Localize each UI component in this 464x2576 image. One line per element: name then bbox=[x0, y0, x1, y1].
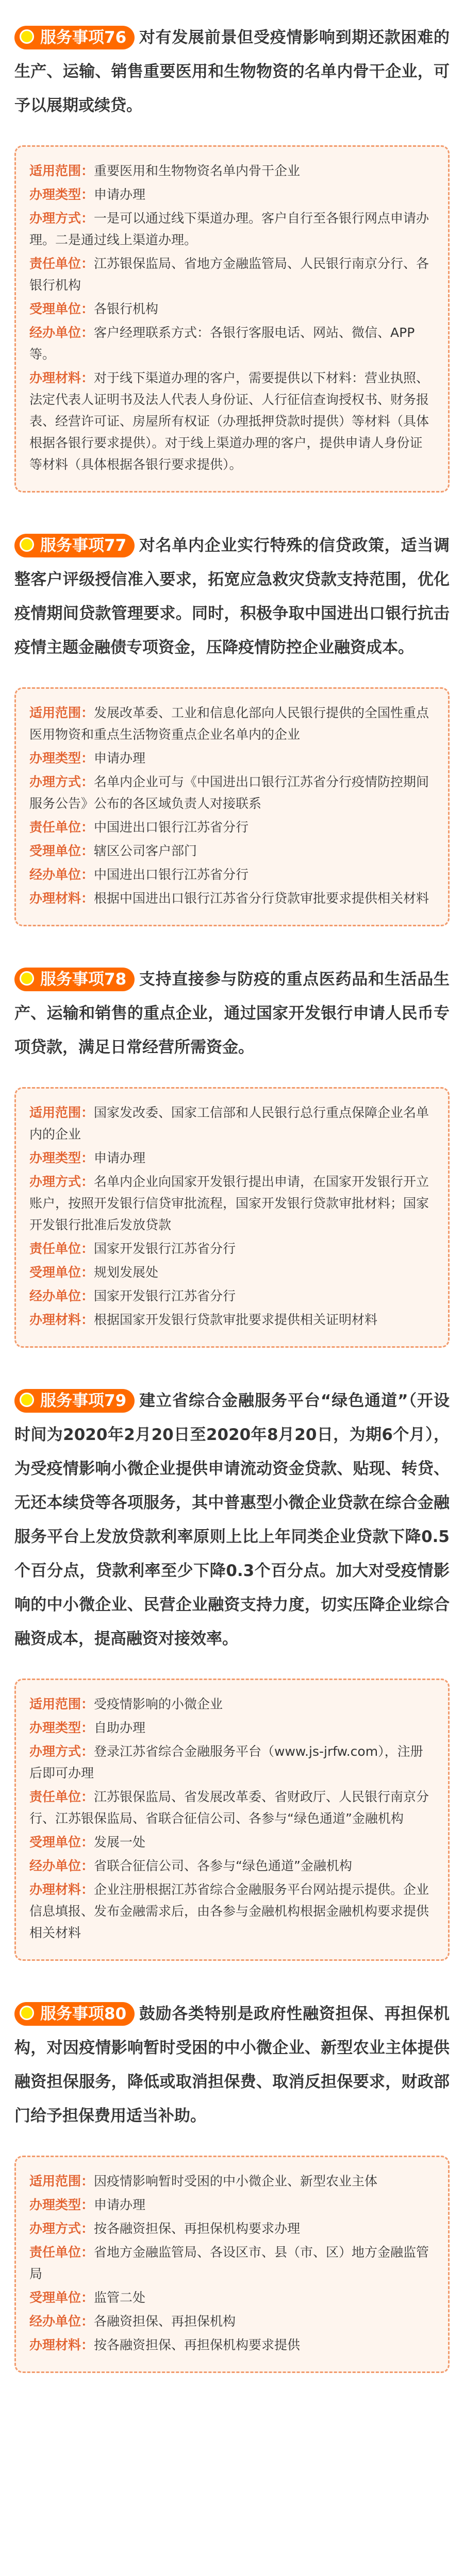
detail-row bbox=[29, 2218, 435, 2240]
detail-card bbox=[14, 145, 450, 493]
row-label: 办理方式： bbox=[29, 774, 94, 789]
row-label: 办理方式： bbox=[29, 211, 94, 226]
row-label: 受理单位： bbox=[29, 843, 94, 858]
row-value: 省地方金融监管局、各设区市、县（市、区）地方金融监管局 bbox=[29, 2245, 429, 2281]
item-badge bbox=[14, 968, 135, 991]
row-label: 经办单位： bbox=[29, 1858, 94, 1873]
yellow-dot-icon bbox=[20, 971, 34, 986]
detail-row bbox=[29, 184, 435, 206]
detail-row bbox=[29, 1786, 435, 1829]
detail-row bbox=[29, 1147, 435, 1169]
row-value: 客户经理联系方式：各银行客服电话、网站、微信、APP等。 bbox=[29, 325, 415, 362]
row-label: 适用范围： bbox=[29, 163, 94, 178]
row-label: 适用范围： bbox=[29, 1697, 94, 1711]
service-item-77 bbox=[0, 529, 464, 926]
detail-row bbox=[29, 840, 435, 862]
row-value: 申请办理 bbox=[94, 187, 146, 202]
row-value: 申请办理 bbox=[94, 1150, 146, 1165]
service-item-76 bbox=[0, 21, 464, 493]
detail-row bbox=[29, 2171, 435, 2192]
row-label: 责任单位： bbox=[29, 1241, 94, 1256]
row-label: 办理类型： bbox=[29, 187, 94, 202]
row-label: 经办单位： bbox=[29, 1289, 94, 1303]
detail-row bbox=[29, 1309, 435, 1331]
detail-row bbox=[29, 864, 435, 886]
detail-row bbox=[29, 1285, 435, 1307]
detail-row bbox=[29, 888, 435, 909]
row-label: 受理单位： bbox=[29, 1265, 94, 1280]
row-value: 国家开发银行江苏省分行 bbox=[94, 1241, 236, 1256]
row-label: 适用范围： bbox=[29, 2174, 94, 2189]
detail-row bbox=[29, 2194, 435, 2216]
badge-label: 服务事项79 bbox=[40, 1392, 127, 1410]
row-label: 办理材料： bbox=[29, 891, 94, 906]
row-value: 企业注册根据江苏省综合金融服务平台网站提示提供。企业信息填报、发布金融需求后，由各参与金融机构根据金融机构要求提供相关材料 bbox=[29, 1882, 429, 1940]
row-value: 名单内企业向国家开发银行提出申请，在国家开发银行开立账户，按照开发银行信贷审批流程，国家开发银行贷款审批材料；国家开发银行批准后发放贷款 bbox=[29, 1174, 429, 1232]
row-value: 国家发改委、国家工信部和人民银行总行重点保障企业名单内的企业 bbox=[29, 1105, 429, 1142]
detail-row bbox=[29, 1262, 435, 1283]
row-value: 监管二处 bbox=[94, 2290, 146, 2305]
row-value: 因疫情影响暂时受困的中小微企业、新型农业主体 bbox=[94, 2174, 378, 2189]
row-label: 责任单位： bbox=[29, 820, 94, 835]
row-value: 国家开发银行江苏省分行 bbox=[94, 1289, 236, 1303]
row-value: 受疫情影响的小微企业 bbox=[94, 1697, 223, 1711]
row-label: 办理方式： bbox=[29, 1744, 94, 1759]
detail-row bbox=[29, 1855, 435, 1877]
row-label: 办理类型： bbox=[29, 751, 94, 766]
row-value: 一是可以通过线下渠道办理。客户自行至各银行网点申请办理。二是通过线上渠道办理。 bbox=[29, 211, 429, 247]
item-heading bbox=[14, 962, 450, 1064]
yellow-dot-icon bbox=[20, 537, 34, 552]
item-heading bbox=[14, 1384, 450, 1656]
detail-row bbox=[29, 1693, 435, 1715]
row-label: 经办单位： bbox=[29, 325, 94, 340]
detail-row bbox=[29, 298, 435, 320]
item-badge bbox=[14, 534, 135, 557]
service-item-78 bbox=[0, 962, 464, 1348]
badge-label: 服务事项77 bbox=[40, 536, 127, 555]
row-label: 办理材料： bbox=[29, 2337, 94, 2352]
row-value: 登录江苏省综合金融服务平台（www.js-jrfw.com），注册后即可办理 bbox=[29, 1744, 423, 1781]
row-value: 省联合征信公司、各参与“绿色通道”金融机构 bbox=[94, 1858, 352, 1873]
detail-row bbox=[29, 1832, 435, 1853]
detail-card bbox=[14, 2156, 450, 2373]
detail-row bbox=[29, 1171, 435, 1236]
row-value: 江苏银保监局、省地方金融监管局、人民银行南京分行、各银行机构 bbox=[29, 256, 429, 293]
row-label: 经办单位： bbox=[29, 2314, 94, 2329]
row-label: 办理材料： bbox=[29, 370, 94, 385]
row-label: 办理类型： bbox=[29, 2197, 94, 2212]
row-value: 辖区公司客户部门 bbox=[94, 843, 197, 858]
row-label: 受理单位： bbox=[29, 1835, 94, 1850]
detail-row bbox=[29, 208, 435, 251]
item-badge bbox=[14, 2002, 135, 2026]
detail-row bbox=[29, 322, 435, 365]
detail-row bbox=[29, 2287, 435, 2309]
row-label: 办理类型： bbox=[29, 1720, 94, 1735]
row-value: 按各融资担保、再担保机构要求提供 bbox=[94, 2337, 301, 2352]
row-label: 办理方式： bbox=[29, 2221, 94, 2236]
heading-text: 对名单内企业实行特殊的信贷政策，适当调整客户评级授信准入要求，拓宽应急救灾贷款支持范围，优化疫情期间贷款管理要求。同时，积极争取中国进出口银行抗击疫情主题金融债专项资金，压降疫情防控企业融资成本。 bbox=[14, 536, 450, 657]
service-item-80 bbox=[0, 1997, 464, 2373]
heading-text: 支持直接参与防疫的重点医药品和生活品生产、运输和销售的重点企业，通过国家开发银行申请人民币专项贷款，满足日常经营所需资金。 bbox=[14, 970, 450, 1057]
row-label: 责任单位： bbox=[29, 1789, 94, 1804]
row-value: 各融资担保、再担保机构 bbox=[94, 2314, 236, 2329]
heading-text: 鼓励各类特别是政府性融资担保、再担保机构，对因疫情影响暂时受困的中小微企业、新型农业主体提供融资担保服务，降低或取消担保费、取消反担保要求，财政部门给予担保费用适当补助。 bbox=[14, 2005, 450, 2125]
badge-label: 服务事项76 bbox=[40, 28, 127, 47]
detail-row bbox=[29, 771, 435, 815]
row-value: 发展改革委、工业和信息化部向人民银行提供的全国性重点医用物资和重点生活物资重点企业名单内的企业 bbox=[29, 705, 429, 742]
detail-row bbox=[29, 1102, 435, 1145]
detail-row bbox=[29, 2334, 435, 2356]
row-value: 名单内企业可与《中国进出口银行江苏省分行疫情防控期间服务公告》公布的各区域负责人对接联系 bbox=[29, 774, 429, 811]
badge-label: 服务事项80 bbox=[40, 2005, 127, 2023]
yellow-dot-icon bbox=[20, 29, 34, 44]
row-label: 责任单位： bbox=[29, 2245, 94, 2260]
row-value: 发展一处 bbox=[94, 1835, 146, 1850]
row-value: 重要医用和生物物资名单内骨干企业 bbox=[94, 163, 301, 178]
detail-row bbox=[29, 702, 435, 745]
heading-text: 对有发展前景但受疫情影响到期还款困难的生产、运输、销售重要医用和生物物资的名单内骨干企业，可予以展期或续贷。 bbox=[14, 28, 450, 115]
heading-text: 建立省综合金融服务平台“绿色通道”（开设时间为2020年2月20日至2020年8月20日，为期6个月），为受疫情影响小微企业提供申请流动资金贷款、贴现、转贷、无还本续贷等各项服务，其中普惠型小微企业贷款在综合金融服务平台上发放贷款利率原则上比上年同类企业贷款下降0.5个百分点，贷款利率至少下降0.3个百分点。加大对受疫情影响的中小微企业、民营企业融资支持力度，切实压降企业综合融资成本，提高融资对接效率。 bbox=[14, 1392, 450, 1648]
item-heading bbox=[14, 1997, 450, 2133]
detail-row bbox=[29, 2311, 435, 2332]
row-label: 受理单位： bbox=[29, 301, 94, 316]
item-badge bbox=[14, 26, 135, 49]
detail-row bbox=[29, 748, 435, 769]
row-label: 经办单位： bbox=[29, 867, 94, 882]
detail-card bbox=[14, 1087, 450, 1348]
row-value: 江苏银保监局、省发展改革委、省财政厅、人民银行南京分行、江苏银保监局、省联合征信公司、各参与“绿色通道”金融机构 bbox=[29, 1789, 429, 1826]
detail-row bbox=[29, 367, 435, 476]
row-value: 各银行机构 bbox=[94, 301, 159, 316]
row-value: 自助办理 bbox=[94, 1720, 146, 1735]
detail-row bbox=[29, 1741, 435, 1784]
row-label: 受理单位： bbox=[29, 2290, 94, 2305]
detail-row bbox=[29, 2242, 435, 2285]
detail-row bbox=[29, 1238, 435, 1260]
yellow-dot-icon bbox=[20, 2006, 34, 2020]
row-label: 适用范围： bbox=[29, 1105, 94, 1120]
row-label: 办理方式： bbox=[29, 1174, 94, 1189]
detail-row bbox=[29, 1879, 435, 1944]
detail-row bbox=[29, 253, 435, 296]
detail-row bbox=[29, 160, 435, 182]
row-label: 办理类型： bbox=[29, 1150, 94, 1165]
detail-row bbox=[29, 817, 435, 838]
item-heading bbox=[14, 529, 450, 665]
row-value: 申请办理 bbox=[94, 2197, 146, 2212]
row-value: 中国进出口银行江苏省分行 bbox=[94, 820, 249, 835]
detail-row bbox=[29, 1717, 435, 1739]
row-value: 根据中国进出口银行江苏省分行贷款审批要求提供相关材料 bbox=[94, 891, 429, 906]
row-label: 办理材料： bbox=[29, 1312, 94, 1327]
yellow-dot-icon bbox=[20, 1393, 34, 1407]
row-label: 责任单位： bbox=[29, 256, 94, 271]
row-label: 办理材料： bbox=[29, 1882, 94, 1897]
row-value: 对于线下渠道办理的客户，需要提供以下材料：营业执照、法定代表人证明书及法人代表人身份证、人行征信查询授权书、财务报表、经营许可证、房屋所有权证（办理抵押贷款时提供）等材料（具体根据各银行要求提供）。对于线上渠道办理的客户，提供申请人身份证等材料（具体根据各银行要求提供）。 bbox=[29, 370, 429, 472]
service-item-79 bbox=[0, 1384, 464, 1961]
detail-card bbox=[14, 687, 450, 926]
item-heading bbox=[14, 21, 450, 123]
row-value: 申请办理 bbox=[94, 751, 146, 766]
row-value: 规划发展处 bbox=[94, 1265, 159, 1280]
row-value: 根据国家开发银行贷款审批要求提供相关证明材料 bbox=[94, 1312, 378, 1327]
row-value: 按各融资担保、再担保机构要求办理 bbox=[94, 2221, 301, 2236]
badge-label: 服务事项78 bbox=[40, 970, 127, 989]
detail-card bbox=[14, 1679, 450, 1961]
row-label: 适用范围： bbox=[29, 705, 94, 720]
row-value: 中国进出口银行江苏省分行 bbox=[94, 867, 249, 882]
item-badge bbox=[14, 1389, 135, 1413]
